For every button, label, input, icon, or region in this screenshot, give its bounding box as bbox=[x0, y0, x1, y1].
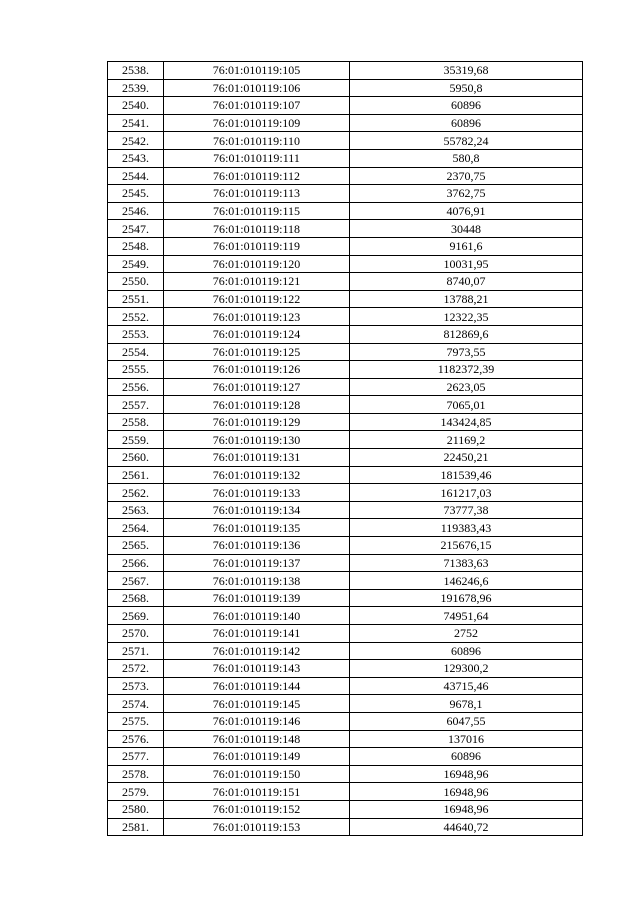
cadastral-value-cell: 8740,07 bbox=[350, 273, 583, 291]
row-number-cell: 2541. bbox=[108, 114, 164, 132]
cadastral-value-cell: 9161,6 bbox=[350, 237, 583, 255]
table-row bbox=[108, 748, 583, 766]
row-number-cell: 2575. bbox=[108, 712, 164, 730]
cadastral-value-cell: 60896 bbox=[350, 114, 583, 132]
cadastral-number-cell: 76:01:010119:129 bbox=[164, 413, 350, 431]
cadastral-value-cell: 181539,46 bbox=[350, 466, 583, 484]
cadastral-number-cell: 76:01:010119:141 bbox=[164, 625, 350, 643]
cadastral-number-cell: 76:01:010119:131 bbox=[164, 449, 350, 467]
row-number-cell: 2576. bbox=[108, 730, 164, 748]
cadastral-number-cell: 76:01:010119:106 bbox=[164, 79, 350, 97]
table-row bbox=[108, 677, 583, 695]
cadastral-value-cell: 16948,96 bbox=[350, 800, 583, 818]
row-number-cell: 2570. bbox=[108, 625, 164, 643]
row-number-cell: 2547. bbox=[108, 220, 164, 238]
cadastral-number-cell: 76:01:010119:112 bbox=[164, 167, 350, 185]
row-number-cell: 2577. bbox=[108, 748, 164, 766]
table-row bbox=[108, 185, 583, 203]
row-number-cell: 2579. bbox=[108, 783, 164, 801]
cadastral-number-cell: 76:01:010119:149 bbox=[164, 748, 350, 766]
cadastral-number-cell: 76:01:010119:122 bbox=[164, 290, 350, 308]
row-number-cell: 2566. bbox=[108, 554, 164, 572]
row-number-cell: 2554. bbox=[108, 343, 164, 361]
cadastral-number-cell: 76:01:010119:136 bbox=[164, 537, 350, 555]
table-row bbox=[108, 343, 583, 361]
cadastral-value-cell: 580,8 bbox=[350, 149, 583, 167]
cadastral-value-cell: 1182372,39 bbox=[350, 361, 583, 379]
cadastral-number-cell: 76:01:010119:126 bbox=[164, 361, 350, 379]
cadastral-value-cell: 13788,21 bbox=[350, 290, 583, 308]
cadastral-number-cell: 76:01:010119:124 bbox=[164, 325, 350, 343]
row-number-cell: 2568. bbox=[108, 589, 164, 607]
cadastral-number-cell: 76:01:010119:113 bbox=[164, 185, 350, 203]
cadastral-value-cell: 73777,38 bbox=[350, 501, 583, 519]
cadastral-number-cell: 76:01:010119:143 bbox=[164, 660, 350, 678]
row-number-cell: 2544. bbox=[108, 167, 164, 185]
table-row bbox=[108, 783, 583, 801]
row-number-cell: 2574. bbox=[108, 695, 164, 713]
cadastral-number-cell: 76:01:010119:130 bbox=[164, 431, 350, 449]
table-row bbox=[108, 149, 583, 167]
cadastral-number-cell: 76:01:010119:142 bbox=[164, 642, 350, 660]
row-number-cell: 2564. bbox=[108, 519, 164, 537]
cadastral-number-cell: 76:01:010119:144 bbox=[164, 677, 350, 695]
table-row bbox=[108, 712, 583, 730]
row-number-cell: 2567. bbox=[108, 572, 164, 590]
row-number-cell: 2573. bbox=[108, 677, 164, 695]
cadastral-number-cell: 76:01:010119:140 bbox=[164, 607, 350, 625]
cadastral-value-cell: 2623,05 bbox=[350, 378, 583, 396]
table-row bbox=[108, 431, 583, 449]
cadastral-value-cell: 60896 bbox=[350, 97, 583, 115]
cadastral-value-cell: 30448 bbox=[350, 220, 583, 238]
row-number-cell: 2543. bbox=[108, 149, 164, 167]
table-row bbox=[108, 62, 583, 80]
table-body bbox=[108, 62, 583, 836]
table-row bbox=[108, 255, 583, 273]
cadastral-value-cell: 71383,63 bbox=[350, 554, 583, 572]
cadastral-value-cell: 60896 bbox=[350, 642, 583, 660]
cadastral-number-cell: 76:01:010119:115 bbox=[164, 202, 350, 220]
table-row bbox=[108, 325, 583, 343]
cadastral-value-cell: 2370,75 bbox=[350, 167, 583, 185]
table-row bbox=[108, 554, 583, 572]
table-row bbox=[108, 378, 583, 396]
cadastral-value-cell: 60896 bbox=[350, 748, 583, 766]
table-row bbox=[108, 308, 583, 326]
table-row bbox=[108, 818, 583, 836]
cadastral-number-cell: 76:01:010119:134 bbox=[164, 501, 350, 519]
table-row bbox=[108, 765, 583, 783]
table-row bbox=[108, 220, 583, 238]
cadastral-value-cell: 21169,2 bbox=[350, 431, 583, 449]
cadastral-value-cell: 191678,96 bbox=[350, 589, 583, 607]
cadastral-value-cell: 9678,1 bbox=[350, 695, 583, 713]
row-number-cell: 2581. bbox=[108, 818, 164, 836]
row-number-cell: 2561. bbox=[108, 466, 164, 484]
cadastral-number-cell: 76:01:010119:151 bbox=[164, 783, 350, 801]
row-number-cell: 2549. bbox=[108, 255, 164, 273]
cadastral-number-cell: 76:01:010119:148 bbox=[164, 730, 350, 748]
cadastral-number-cell: 76:01:010119:125 bbox=[164, 343, 350, 361]
row-number-cell: 2572. bbox=[108, 660, 164, 678]
cadastral-value-cell: 4076,91 bbox=[350, 202, 583, 220]
table-row bbox=[108, 449, 583, 467]
cadastral-value-cell: 16948,96 bbox=[350, 783, 583, 801]
cadastral-value-cell: 22450,21 bbox=[350, 449, 583, 467]
row-number-cell: 2550. bbox=[108, 273, 164, 291]
cadastral-value-cell: 74951,64 bbox=[350, 607, 583, 625]
row-number-cell: 2560. bbox=[108, 449, 164, 467]
row-number-cell: 2548. bbox=[108, 237, 164, 255]
row-number-cell: 2557. bbox=[108, 396, 164, 414]
table-row bbox=[108, 237, 583, 255]
table-row bbox=[108, 97, 583, 115]
cadastral-value-cell: 137016 bbox=[350, 730, 583, 748]
row-number-cell: 2545. bbox=[108, 185, 164, 203]
cadastral-number-cell: 76:01:010119:139 bbox=[164, 589, 350, 607]
cadastral-number-cell: 76:01:010119:111 bbox=[164, 149, 350, 167]
cadastral-number-cell: 76:01:010119:110 bbox=[164, 132, 350, 150]
row-number-cell: 2571. bbox=[108, 642, 164, 660]
cadastral-number-cell: 76:01:010119:107 bbox=[164, 97, 350, 115]
cadastral-value-cell: 215676,15 bbox=[350, 537, 583, 555]
row-number-cell: 2552. bbox=[108, 308, 164, 326]
row-number-cell: 2546. bbox=[108, 202, 164, 220]
cadastral-value-cell: 44640,72 bbox=[350, 818, 583, 836]
cadastral-value-cell: 10031,95 bbox=[350, 255, 583, 273]
cadastral-value-cell: 5950,8 bbox=[350, 79, 583, 97]
table-row bbox=[108, 202, 583, 220]
cadastral-number-cell: 76:01:010119:127 bbox=[164, 378, 350, 396]
cadastral-value-cell: 2752 bbox=[350, 625, 583, 643]
cadastral-value-cell: 161217,03 bbox=[350, 484, 583, 502]
table-row bbox=[108, 273, 583, 291]
table-row bbox=[108, 519, 583, 537]
cadastral-value-cell: 146246,6 bbox=[350, 572, 583, 590]
table-row bbox=[108, 413, 583, 431]
cadastral-number-cell: 76:01:010119:118 bbox=[164, 220, 350, 238]
row-number-cell: 2559. bbox=[108, 431, 164, 449]
table-row bbox=[108, 114, 583, 132]
cadastral-value-cell: 3762,75 bbox=[350, 185, 583, 203]
row-number-cell: 2553. bbox=[108, 325, 164, 343]
row-number-cell: 2563. bbox=[108, 501, 164, 519]
row-number-cell: 2580. bbox=[108, 800, 164, 818]
cadastral-value-cell: 119383,43 bbox=[350, 519, 583, 537]
cadastral-value-cell: 129300,2 bbox=[350, 660, 583, 678]
cadastral-number-cell: 76:01:010119:119 bbox=[164, 237, 350, 255]
cadastral-number-cell: 76:01:010119:145 bbox=[164, 695, 350, 713]
cadastral-number-cell: 76:01:010119:150 bbox=[164, 765, 350, 783]
cadastral-value-cell: 12322,35 bbox=[350, 308, 583, 326]
cadastral-number-cell: 76:01:010119:128 bbox=[164, 396, 350, 414]
cadastral-number-cell: 76:01:010119:152 bbox=[164, 800, 350, 818]
cadastral-value-table bbox=[107, 61, 583, 836]
table-row bbox=[108, 290, 583, 308]
cadastral-number-cell: 76:01:010119:146 bbox=[164, 712, 350, 730]
cadastral-number-cell: 76:01:010119:109 bbox=[164, 114, 350, 132]
table-row bbox=[108, 695, 583, 713]
row-number-cell: 2562. bbox=[108, 484, 164, 502]
row-number-cell: 2542. bbox=[108, 132, 164, 150]
table-row bbox=[108, 396, 583, 414]
cadastral-number-cell: 76:01:010119:135 bbox=[164, 519, 350, 537]
cadastral-value-cell: 812869,6 bbox=[350, 325, 583, 343]
row-number-cell: 2555. bbox=[108, 361, 164, 379]
table-row bbox=[108, 730, 583, 748]
table-row bbox=[108, 466, 583, 484]
cadastral-value-cell: 7065,01 bbox=[350, 396, 583, 414]
cadastral-value-cell: 55782,24 bbox=[350, 132, 583, 150]
row-number-cell: 2558. bbox=[108, 413, 164, 431]
table-row bbox=[108, 589, 583, 607]
cadastral-value-cell: 35319,68 bbox=[350, 62, 583, 80]
cadastral-number-cell: 76:01:010119:105 bbox=[164, 62, 350, 80]
cadastral-number-cell: 76:01:010119:133 bbox=[164, 484, 350, 502]
row-number-cell: 2539. bbox=[108, 79, 164, 97]
cadastral-number-cell: 76:01:010119:138 bbox=[164, 572, 350, 590]
table-row bbox=[108, 167, 583, 185]
table-row bbox=[108, 660, 583, 678]
cadastral-number-cell: 76:01:010119:121 bbox=[164, 273, 350, 291]
row-number-cell: 2569. bbox=[108, 607, 164, 625]
cadastral-value-cell: 16948,96 bbox=[350, 765, 583, 783]
cadastral-value-cell: 43715,46 bbox=[350, 677, 583, 695]
table-row bbox=[108, 501, 583, 519]
table-row bbox=[108, 642, 583, 660]
table-row bbox=[108, 572, 583, 590]
row-number-cell: 2538. bbox=[108, 62, 164, 80]
row-number-cell: 2578. bbox=[108, 765, 164, 783]
table-row bbox=[108, 484, 583, 502]
cadastral-number-cell: 76:01:010119:132 bbox=[164, 466, 350, 484]
table-row bbox=[108, 79, 583, 97]
row-number-cell: 2565. bbox=[108, 537, 164, 555]
cadastral-value-cell: 143424,85 bbox=[350, 413, 583, 431]
row-number-cell: 2551. bbox=[108, 290, 164, 308]
cadastral-number-cell: 76:01:010119:137 bbox=[164, 554, 350, 572]
table-row bbox=[108, 625, 583, 643]
table-row bbox=[108, 361, 583, 379]
row-number-cell: 2556. bbox=[108, 378, 164, 396]
table-row bbox=[108, 607, 583, 625]
cadastral-value-cell: 6047,55 bbox=[350, 712, 583, 730]
row-number-cell: 2540. bbox=[108, 97, 164, 115]
table-row bbox=[108, 537, 583, 555]
cadastral-number-cell: 76:01:010119:153 bbox=[164, 818, 350, 836]
cadastral-number-cell: 76:01:010119:123 bbox=[164, 308, 350, 326]
table-row bbox=[108, 800, 583, 818]
table-row bbox=[108, 132, 583, 150]
cadastral-value-cell: 7973,55 bbox=[350, 343, 583, 361]
cadastral-number-cell: 76:01:010119:120 bbox=[164, 255, 350, 273]
